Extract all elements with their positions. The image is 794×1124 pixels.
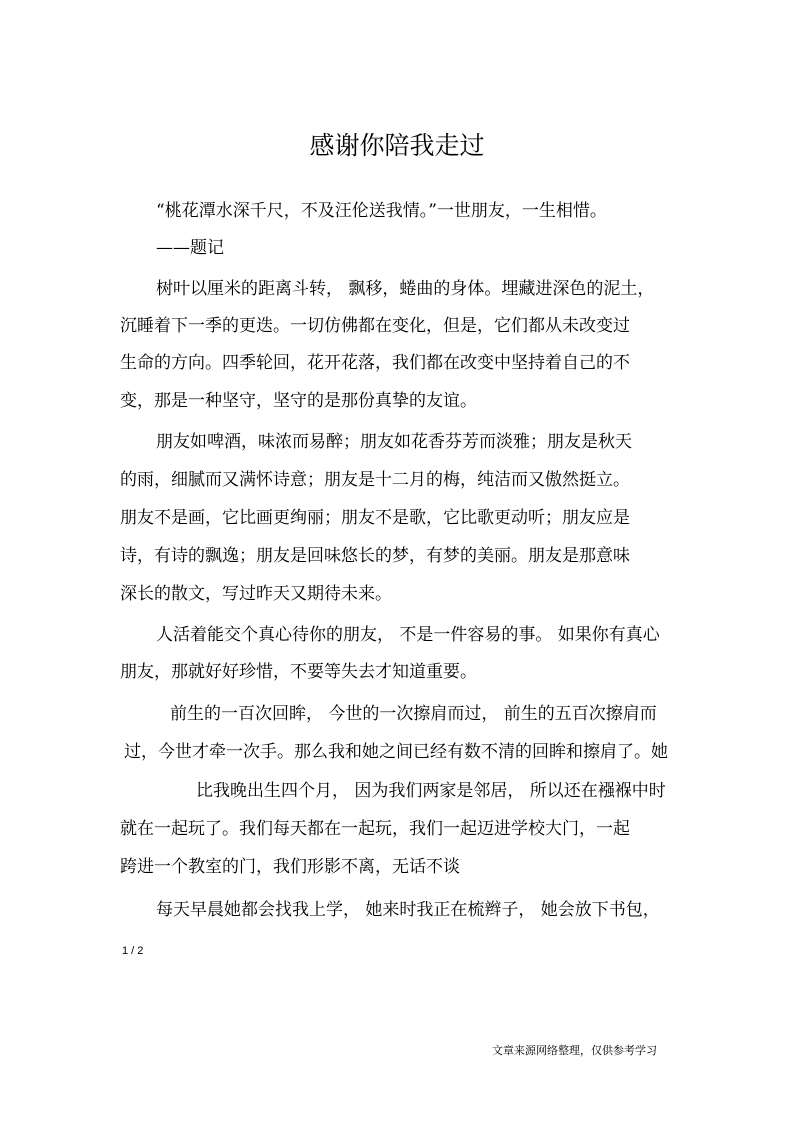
footer-note: 文章来源网络整理，仅供参考学习 [492,1044,657,1057]
body-line: 跨进一个教室的门，我们形影不离，无话不谈 [120,857,460,877]
body-line: 诗，有诗的飘逸；朋友是回味悠长的梦，有梦的美丽。朋友是那意味 [120,546,630,566]
body-line: 就在一起玩了。我们每天都在一起玩，我们一起迈进学校大门，一起 [120,819,630,839]
body-line: 前生的一百次回眸， 今世的一次擦肩而过， 前生的五百次擦肩而 [170,704,657,724]
body-line: 朋友如啤酒，味浓而易醉；朋友如花香芬芳而淡雅；朋友是秋天 [156,432,632,452]
epigraph-line: “桃花潭水深千尺，不及汪伦送我情。”一世朋友，一生相惜。 [156,201,607,221]
body-line: 沉睡着下一季的更迭。一切仿佛都在变化，但是，它们都从未改变过 [120,316,630,336]
body-line: 过，今世才牵一次手。那么我和她之间已经有数不清的回眸和擦肩了。她 [124,742,668,762]
body-line: 比我晚出生四个月， 因为我们两家是邻居， 所以还在襁褓中时 [196,781,666,801]
body-line: 每天早晨她都会找我上学， 她来时我正在梳辫子， 她会放下书包， [156,900,660,920]
body-line: 人活着能交个真心待你的朋友， 不是一件容易的事。 如果你有真心 [156,625,660,645]
body-line: 变，那是一种坚守，坚守的是那份真挚的友谊。 [120,391,477,411]
body-line: 深长的散文，写过昨天又期待未来。 [120,584,392,604]
page-number: 1 / 2 [122,945,144,957]
body-line: 的雨，细腻而又满怀诗意；朋友是十二月的梅，纯洁而又傲然挺立。 [120,470,630,490]
epigraph-attribution: ——题记 [156,238,224,258]
body-line: 朋友，那就好好珍惜，不要等失去才知道重要。 [120,662,477,682]
body-line: 树叶以厘米的距离斗转， 飘移，蜷曲的身体。埋藏进深色的泥土， [156,279,655,299]
document-title: 感谢你陪我走过 [309,131,485,160]
body-line: 生命的方向。四季轮回，花开花落，我们都在改变中坚持着自己的不 [120,353,630,373]
body-line: 朋友不是画，它比画更绚丽；朋友不是歌，它比歌更动听；朋友应是 [120,508,630,528]
